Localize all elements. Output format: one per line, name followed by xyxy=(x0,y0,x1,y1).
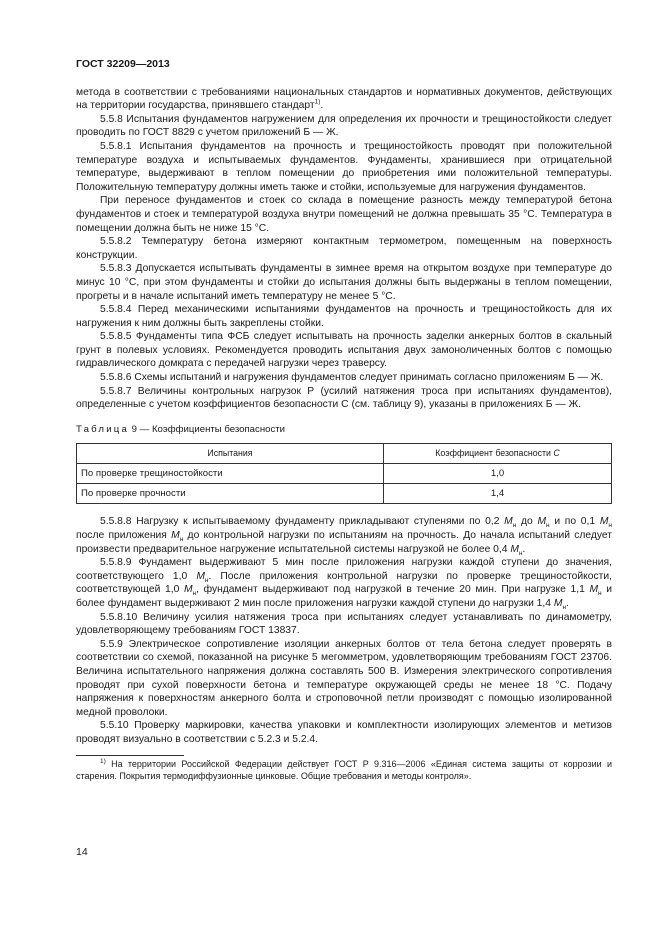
paragraph-5-5-10: 5.5.10 Проверку маркировки, качества упаковки и комплектности изолирующих элементов и метизов проводят визуально в соответствии с 5.2.3 и 5.2.4. xyxy=(76,720,612,745)
paragraph-5-5-9: 5.5.9 Электрическое сопротивление изоляции анкерных болтов от тела бетона следует проверять в соответствии со схемой, показанной на рисунке 5 мегомметром, удовлетворяющим требованиям ГОСТ 23706. Величина испытательного напряжения должна составлять 500 В. Измерения электрического сопротивления проводят при сухой поверхности бетона и температуре окружающей среды не менее 18 °C. Подачу напряжения к поверхностям анкерного болта и строповочной петли производят с помощью изолированной медной проволоки. xyxy=(76,638,612,718)
paragraph-5-5-8-10: 5.5.8.10 Величину усилия натяжения троса при испытаниях следует устанавливать по динамометру, удовлетворяющему требованиям ГОСТ 13837. xyxy=(76,611,612,637)
table-cell-test: По проверке трещиностойкости xyxy=(77,464,384,484)
paragraph-5-5-8-9: 5.5.8.9 Фундамент выдерживают 5 мин после приложения нагрузки каждой ступени до значения, соответствующего 1,0 $M_н$. После приложения контрольной нагрузки по проверке трещиностойкости, соответствующей 1,0 $M_н$, фундамент выдерживают под нагрузкой в течение 20 мин. При нагрузке 1,1 $M_н$ и более фундамент выдерживают 2 мин после приложения нагрузки каждой ступени до нагрузки 1,4 $M_н$. xyxy=(76,557,613,612)
table-caption: Таблица 9 — Коэффициенты безопасности xyxy=(76,423,285,435)
document-page xyxy=(76,58,612,782)
table-cell-test: По проверке прочности xyxy=(77,484,384,504)
paragraph-temperature-transfer: При переносе фундаментов и стоек со склада в помещение разность между температурой бетона фундаментов и стоек и температурой воздуха внутри помещений не должна превышать 35 °C. Температура в помещении должна быть не ниже 15 °C. xyxy=(76,195,612,234)
paragraph-5-5-8-1: 5.5.8.1 Испытания фундаментов на прочность и трещиностойкость проводят при положительной температуре воздуха и испытываемых фундаментов. Фундаменты, хранившиеся при отрицательной температуре, выдерживают в теплом помещении до приобретения ими положительной температуры. Положительную температуру должны иметь также и стойки, используемые для нагружения фундаментов. xyxy=(76,140,612,193)
paragraph-5-5-8: 5.5.8 Испытания фундаментов нагружением для определения их прочности и трещиностойкости следует проводить по ГОСТ 8829 с учетом приложений Б — Ж. xyxy=(76,113,612,139)
footnote: $^{1)}$ На территории Российской Федерации действует ГОСТ Р 9.316—2006 «Единая система защиты от коррозии и старения. Покрытия термодиффузионные цинковые. Общие требования и методы контроля». xyxy=(76,757,612,781)
table-header-row xyxy=(77,444,612,464)
col-header-tests: Испытания xyxy=(77,444,384,464)
table-row xyxy=(77,484,612,504)
paragraph-5-5-8-7: 5.5.8.7 Величины контрольных нагрузок Р (усилий натяжения троса при испытаниях фундаментов), определенные с учетом коэффициентов безопасности С (см. таблицу 9), указаны в приложениях Б — Ж. xyxy=(76,385,612,411)
footnote-divider xyxy=(76,755,184,756)
paragraph-5-5-8-5: 5.5.8.5 Фундаменты типа ФСБ следует испытывать на прочность заделки анкерных болтов в скальный грунт в полевых условиях. Рекомендуется проводить испытания двух замоноличенных болтов с помощью гидравлического домкрата с передачей нагрузки через траверсу. xyxy=(76,331,612,370)
paragraph-continuation: метода в соответствии с требованиями национальных стандартов и нормативных документов, действующих на территории государства, принявшего стандарт$^{1)}$. xyxy=(76,86,612,112)
paragraph-5-5-8-8: 5.5.8.8 Нагрузку к испытываемому фундаменту прикладывают ступенями по 0,2 $M_н$ до $M_н$ и по 0,1 $M_н$ после приложения $M_н$ до контрольной нагрузки по испытаниям на прочность. До начала испытаний следует произвести предварительное нагружение испытательной системы нагрузкой не более 0,4 $M_н$. xyxy=(76,516,613,557)
paragraph-5-5-8-4: 5.5.8.4 Перед механическими испытаниями фундаментов на прочность и трещиностойкость для их нагружения к ним должны быть закреплены стойки. xyxy=(76,304,612,329)
paragraph-5-5-8-2: 5.5.8.2 Температуру бетона измеряют контактным термометром, помещенным на поверхность конструкции. xyxy=(76,236,612,261)
paragraph-5-5-8-3: 5.5.8.3 Допускается испытывать фундаменты в зимнее время на открытом воздухе при температуре до минус 10 °C, при этом фундаменты и стойки до испытания должны быть выдержаны в теплом помещении, прогреты и в начале испытаний иметь температуру не менее 5 °C. xyxy=(76,263,612,302)
table-row xyxy=(77,464,612,484)
paragraph-5-5-8-6: 5.5.8.6 Схемы испытаний и нагружения фундаментов следует принимать согласно приложениям Б — Ж. xyxy=(100,372,604,384)
table-cell-factor: 1,0 xyxy=(384,464,612,484)
safety-factor-table xyxy=(76,443,612,504)
table-cell-factor: 1,4 xyxy=(384,484,612,504)
page-number: 14 xyxy=(76,846,88,858)
col-header-factor: Коэффициент безопасности C xyxy=(384,444,612,464)
document-code: ГОСТ 32209—2013 xyxy=(76,58,170,70)
footnote-ref: 1) xyxy=(314,98,321,106)
